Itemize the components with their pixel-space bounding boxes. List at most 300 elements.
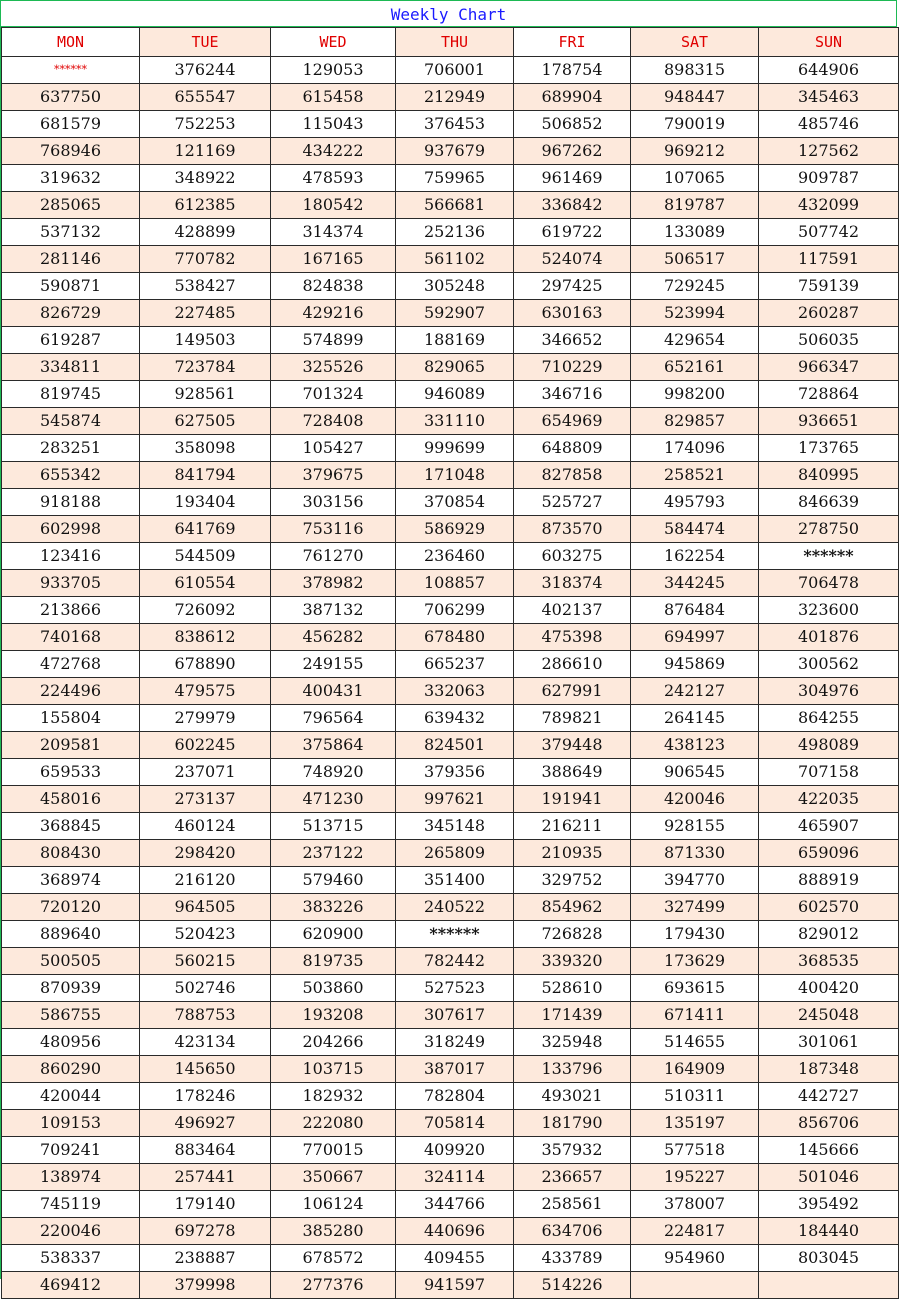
table-cell: 871330 xyxy=(631,840,759,867)
table-row xyxy=(2,597,899,624)
table-cell: 709241 xyxy=(2,1137,140,1164)
table-cell: 332063 xyxy=(396,678,514,705)
table-cell: 561102 xyxy=(396,246,514,273)
table-cell: 524074 xyxy=(514,246,631,273)
table-cell: 346652 xyxy=(514,327,631,354)
table-cell: 644906 xyxy=(759,57,899,84)
table-cell: 368535 xyxy=(759,948,899,975)
table-cell: 854962 xyxy=(514,894,631,921)
table-cell: 164909 xyxy=(631,1056,759,1083)
table-row xyxy=(2,381,899,408)
header-thu: THU xyxy=(396,28,514,57)
table-cell: 782804 xyxy=(396,1083,514,1110)
table-cell: 209581 xyxy=(2,732,140,759)
table-cell: 602570 xyxy=(759,894,899,921)
table-cell: 237122 xyxy=(271,840,396,867)
table-cell: 138974 xyxy=(2,1164,140,1191)
table-cell: 523994 xyxy=(631,300,759,327)
table-cell: 789821 xyxy=(514,705,631,732)
table-row xyxy=(2,1029,899,1056)
table-cell: 838612 xyxy=(140,624,271,651)
table-cell: 728408 xyxy=(271,408,396,435)
table-row xyxy=(2,327,899,354)
table-cell: 307617 xyxy=(396,1002,514,1029)
table-cell: 456282 xyxy=(271,624,396,651)
table-row xyxy=(2,1272,899,1299)
table-cell: 728864 xyxy=(759,381,899,408)
table-cell: 383226 xyxy=(271,894,396,921)
table-cell: 637750 xyxy=(2,84,140,111)
table-cell: 510311 xyxy=(631,1083,759,1110)
table-cell: 379356 xyxy=(396,759,514,786)
table-row xyxy=(2,192,899,219)
table-cell: 458016 xyxy=(2,786,140,813)
table-cell: 249155 xyxy=(271,651,396,678)
table-cell: 191941 xyxy=(514,786,631,813)
table-cell: 560215 xyxy=(140,948,271,975)
table-cell: 220046 xyxy=(2,1218,140,1245)
table-cell: 864255 xyxy=(759,705,899,732)
table-cell: 438123 xyxy=(631,732,759,759)
table-cell: 319632 xyxy=(2,165,140,192)
table-cell: 520423 xyxy=(140,921,271,948)
table-cell: 829012 xyxy=(759,921,899,948)
table-cell: 428899 xyxy=(140,219,271,246)
table-cell: 586755 xyxy=(2,1002,140,1029)
table-row xyxy=(2,1083,899,1110)
table-row xyxy=(2,786,899,813)
table-row xyxy=(2,1110,899,1137)
table-cell: 619287 xyxy=(2,327,140,354)
table-cell: 966347 xyxy=(759,354,899,381)
table-cell: 889640 xyxy=(2,921,140,948)
table-cell: 514226 xyxy=(514,1272,631,1299)
table-cell: 240522 xyxy=(396,894,514,921)
table-cell: 803045 xyxy=(759,1245,899,1272)
table-cell: 961469 xyxy=(514,165,631,192)
table-cell: 212949 xyxy=(396,84,514,111)
table-cell: 385280 xyxy=(271,1218,396,1245)
table-cell: 514655 xyxy=(631,1029,759,1056)
table-cell: 506852 xyxy=(514,111,631,138)
table-cell: 472768 xyxy=(2,651,140,678)
table-cell: 479575 xyxy=(140,678,271,705)
table-cell: 946089 xyxy=(396,381,514,408)
table-cell: 171439 xyxy=(514,1002,631,1029)
table-cell: 286610 xyxy=(514,651,631,678)
table-cell: 506517 xyxy=(631,246,759,273)
table-cell: 379448 xyxy=(514,732,631,759)
table-cell: 182932 xyxy=(271,1083,396,1110)
table-cell: 193208 xyxy=(271,1002,396,1029)
table-cell: 898315 xyxy=(631,57,759,84)
table-cell: 179140 xyxy=(140,1191,271,1218)
table-cell: 860290 xyxy=(2,1056,140,1083)
table-row xyxy=(2,300,899,327)
table-cell: 298420 xyxy=(140,840,271,867)
table-row xyxy=(2,516,899,543)
table-cell: 304976 xyxy=(759,678,899,705)
table-cell: 480956 xyxy=(2,1029,140,1056)
table-cell: 105427 xyxy=(271,435,396,462)
table-cell: 678480 xyxy=(396,624,514,651)
table-cell: 906545 xyxy=(631,759,759,786)
table-cell: 506035 xyxy=(759,327,899,354)
table-cell: 278750 xyxy=(759,516,899,543)
table-cell: 584474 xyxy=(631,516,759,543)
table-cell: 527523 xyxy=(396,975,514,1002)
table-cell: 237071 xyxy=(140,759,271,786)
table-cell: 325526 xyxy=(271,354,396,381)
table-cell: 350667 xyxy=(271,1164,396,1191)
table-cell: 634706 xyxy=(514,1218,631,1245)
table-cell: 216211 xyxy=(514,813,631,840)
table-cell: 433789 xyxy=(514,1245,631,1272)
table-row xyxy=(2,921,899,948)
table-cell: 135197 xyxy=(631,1110,759,1137)
chart-title: Weekly Chart xyxy=(1,1,896,27)
table-cell: 948447 xyxy=(631,84,759,111)
table-cell: 260287 xyxy=(759,300,899,327)
table-cell: 324114 xyxy=(396,1164,514,1191)
table-cell: 545874 xyxy=(2,408,140,435)
table-cell: 402137 xyxy=(514,597,631,624)
table-cell: 586929 xyxy=(396,516,514,543)
table-cell: 238887 xyxy=(140,1245,271,1272)
table-cell: 723784 xyxy=(140,354,271,381)
table-cell: 909787 xyxy=(759,165,899,192)
table-row xyxy=(2,678,899,705)
table-cell: 224496 xyxy=(2,678,140,705)
table-cell: 344766 xyxy=(396,1191,514,1218)
table-cell: 999699 xyxy=(396,435,514,462)
table-cell: 174096 xyxy=(631,435,759,462)
table-cell: 788753 xyxy=(140,1002,271,1029)
table-cell: 590871 xyxy=(2,273,140,300)
table-cell: 179430 xyxy=(631,921,759,948)
table-cell: 375864 xyxy=(271,732,396,759)
table-cell: 665237 xyxy=(396,651,514,678)
table-cell: 752253 xyxy=(140,111,271,138)
table-cell: 500505 xyxy=(2,948,140,975)
table-cell: 538427 xyxy=(140,273,271,300)
table-cell: 840995 xyxy=(759,462,899,489)
table-cell: 303156 xyxy=(271,489,396,516)
table-cell: 115043 xyxy=(271,111,396,138)
table-cell: 941597 xyxy=(396,1272,514,1299)
table-cell: 936651 xyxy=(759,408,899,435)
table-cell: 706299 xyxy=(396,597,514,624)
table-cell: 998200 xyxy=(631,381,759,408)
table-cell: 409455 xyxy=(396,1245,514,1272)
table-cell: 496927 xyxy=(140,1110,271,1137)
table-cell: 345148 xyxy=(396,813,514,840)
table-cell: 378982 xyxy=(271,570,396,597)
table-cell: 184440 xyxy=(759,1218,899,1245)
table-cell: 133796 xyxy=(514,1056,631,1083)
table-cell: 258561 xyxy=(514,1191,631,1218)
table-cell: 697278 xyxy=(140,1218,271,1245)
table-cell: 592907 xyxy=(396,300,514,327)
table-cell: 351400 xyxy=(396,867,514,894)
table-cell: 627505 xyxy=(140,408,271,435)
table-cell: 627991 xyxy=(514,678,631,705)
table-cell: 400420 xyxy=(759,975,899,1002)
table-cell: 678890 xyxy=(140,651,271,678)
table-cell: 245048 xyxy=(759,1002,899,1029)
table-cell: 726092 xyxy=(140,597,271,624)
table-row xyxy=(2,570,899,597)
table-cell: 502746 xyxy=(140,975,271,1002)
table-cell: 577518 xyxy=(631,1137,759,1164)
table-cell: 928155 xyxy=(631,813,759,840)
table-cell: 180542 xyxy=(271,192,396,219)
table-cell: 216120 xyxy=(140,867,271,894)
table-row xyxy=(2,1191,899,1218)
table-cell: 740168 xyxy=(2,624,140,651)
table-row xyxy=(2,462,899,489)
table-cell: 655342 xyxy=(2,462,140,489)
table-cell: 325948 xyxy=(514,1029,631,1056)
table-cell: 768946 xyxy=(2,138,140,165)
table-cell: 171048 xyxy=(396,462,514,489)
table-cell: 826729 xyxy=(2,300,140,327)
table-cell: 620900 xyxy=(271,921,396,948)
table-cell: 187348 xyxy=(759,1056,899,1083)
table-cell: 612385 xyxy=(140,192,271,219)
table-cell: 149503 xyxy=(140,327,271,354)
table-cell: 236460 xyxy=(396,543,514,570)
table-cell: 705814 xyxy=(396,1110,514,1137)
table-cell: 745119 xyxy=(2,1191,140,1218)
table-cell: 538337 xyxy=(2,1245,140,1272)
table-cell: 537132 xyxy=(2,219,140,246)
table-cell: 314374 xyxy=(271,219,396,246)
table-cell: 178754 xyxy=(514,57,631,84)
table-cell: 694997 xyxy=(631,624,759,651)
table-cell: 933705 xyxy=(2,570,140,597)
table-cell: 121169 xyxy=(140,138,271,165)
table-cell: 641769 xyxy=(140,516,271,543)
table-cell: 603275 xyxy=(514,543,631,570)
table-cell: 954960 xyxy=(631,1245,759,1272)
table-row xyxy=(2,651,899,678)
table-cell: 525727 xyxy=(514,489,631,516)
table-row xyxy=(2,732,899,759)
table-cell: 193404 xyxy=(140,489,271,516)
table-row xyxy=(2,57,899,84)
table-cell: 145650 xyxy=(140,1056,271,1083)
table-cell: 495793 xyxy=(631,489,759,516)
table-cell: 841794 xyxy=(140,462,271,489)
table-cell: 279979 xyxy=(140,705,271,732)
table-cell: 167165 xyxy=(271,246,396,273)
table-cell: 659533 xyxy=(2,759,140,786)
table-cell: 273137 xyxy=(140,786,271,813)
table-row xyxy=(2,894,899,921)
table-cell: 460124 xyxy=(140,813,271,840)
table-cell: 678572 xyxy=(271,1245,396,1272)
header-mon: MON xyxy=(2,28,140,57)
table-row xyxy=(2,354,899,381)
table-cell: 224817 xyxy=(631,1218,759,1245)
table-cell: 870939 xyxy=(2,975,140,1002)
table-cell: 395492 xyxy=(759,1191,899,1218)
table-cell: 808430 xyxy=(2,840,140,867)
table-cell: 388649 xyxy=(514,759,631,786)
table-cell: 336842 xyxy=(514,192,631,219)
table-cell: 252136 xyxy=(396,219,514,246)
table-cell: 528610 xyxy=(514,975,631,1002)
table-cell: 471230 xyxy=(271,786,396,813)
table-row xyxy=(2,975,899,1002)
table-row xyxy=(2,543,899,570)
table-cell: 846639 xyxy=(759,489,899,516)
table-cell: 729245 xyxy=(631,273,759,300)
table-cell: 242127 xyxy=(631,678,759,705)
table-cell: 258521 xyxy=(631,462,759,489)
table-cell: 103715 xyxy=(271,1056,396,1083)
table-cell: 681579 xyxy=(2,111,140,138)
table-row xyxy=(2,1218,899,1245)
table-cell: 318374 xyxy=(514,570,631,597)
table-cell: 928561 xyxy=(140,381,271,408)
table-cell: 432099 xyxy=(759,192,899,219)
table-cell: 368845 xyxy=(2,813,140,840)
table-cell: 819745 xyxy=(2,381,140,408)
table-row xyxy=(2,705,899,732)
table-cell: 796564 xyxy=(271,705,396,732)
table-cell: 639432 xyxy=(396,705,514,732)
table-cell: ****** xyxy=(396,921,514,948)
table-cell: 726828 xyxy=(514,921,631,948)
table-cell: 888919 xyxy=(759,867,899,894)
table-cell: 348922 xyxy=(140,165,271,192)
table-row xyxy=(2,138,899,165)
table-cell: 387017 xyxy=(396,1056,514,1083)
table-cell: 507742 xyxy=(759,219,899,246)
table-cell: 345463 xyxy=(759,84,899,111)
table-cell: 394770 xyxy=(631,867,759,894)
table-row xyxy=(2,246,899,273)
table-cell: 655547 xyxy=(140,84,271,111)
table-cell: 566681 xyxy=(396,192,514,219)
table-cell: 107065 xyxy=(631,165,759,192)
table-cell: 106124 xyxy=(271,1191,396,1218)
table-row xyxy=(2,759,899,786)
table-cell: 227485 xyxy=(140,300,271,327)
table-cell: 210935 xyxy=(514,840,631,867)
table-cell: 824838 xyxy=(271,273,396,300)
table-cell: 485746 xyxy=(759,111,899,138)
table-cell: 265809 xyxy=(396,840,514,867)
header-fri: FRI xyxy=(514,28,631,57)
table-cell: 819735 xyxy=(271,948,396,975)
table-cell: 409920 xyxy=(396,1137,514,1164)
table-cell: 181790 xyxy=(514,1110,631,1137)
table-cell: 501046 xyxy=(759,1164,899,1191)
table-row xyxy=(2,219,899,246)
table-cell: 422035 xyxy=(759,786,899,813)
table-cell: 475398 xyxy=(514,624,631,651)
table-cell: 478593 xyxy=(271,165,396,192)
table-cell: 659096 xyxy=(759,840,899,867)
table-cell: 574899 xyxy=(271,327,396,354)
table-cell: 257441 xyxy=(140,1164,271,1191)
table-cell: 498089 xyxy=(759,732,899,759)
table-cell: 339320 xyxy=(514,948,631,975)
table-cell: 300562 xyxy=(759,651,899,678)
header-row xyxy=(2,28,899,57)
table-cell: 344245 xyxy=(631,570,759,597)
header-tue: TUE xyxy=(140,28,271,57)
table-cell: 579460 xyxy=(271,867,396,894)
table-cell: 301061 xyxy=(759,1029,899,1056)
table-cell: 109153 xyxy=(2,1110,140,1137)
table-cell: 503860 xyxy=(271,975,396,1002)
table-cell: 654969 xyxy=(514,408,631,435)
table-cell: 824501 xyxy=(396,732,514,759)
table-cell: 195227 xyxy=(631,1164,759,1191)
table-cell: 969212 xyxy=(631,138,759,165)
table-cell: 440696 xyxy=(396,1218,514,1245)
table-cell: 429216 xyxy=(271,300,396,327)
table-cell: 693615 xyxy=(631,975,759,1002)
table-cell: 329752 xyxy=(514,867,631,894)
table-cell: 423134 xyxy=(140,1029,271,1056)
table-cell: 285065 xyxy=(2,192,140,219)
table-cell: 368974 xyxy=(2,867,140,894)
table-cell: 819787 xyxy=(631,192,759,219)
table-cell: 358098 xyxy=(140,435,271,462)
table-cell: 610554 xyxy=(140,570,271,597)
table-cell: 469412 xyxy=(2,1272,140,1299)
table-cell: 400431 xyxy=(271,678,396,705)
table-cell: 701324 xyxy=(271,381,396,408)
table-cell: 720120 xyxy=(2,894,140,921)
table-cell: 753116 xyxy=(271,516,396,543)
table-cell: 856706 xyxy=(759,1110,899,1137)
table-cell: 376244 xyxy=(140,57,271,84)
table-cell: 442727 xyxy=(759,1083,899,1110)
table-cell: 108857 xyxy=(396,570,514,597)
table-cell: 619722 xyxy=(514,219,631,246)
table-cell: 648809 xyxy=(514,435,631,462)
table-cell: 602245 xyxy=(140,732,271,759)
table-cell: 370854 xyxy=(396,489,514,516)
table-cell: ****** xyxy=(2,57,140,84)
table-row xyxy=(2,948,899,975)
table-row xyxy=(2,435,899,462)
table-cell: 213866 xyxy=(2,597,140,624)
table-row xyxy=(2,1164,899,1191)
table-row xyxy=(2,489,899,516)
table-cell: 652161 xyxy=(631,354,759,381)
table-cell: 357932 xyxy=(514,1137,631,1164)
table-row xyxy=(2,813,899,840)
table-cell: 615458 xyxy=(271,84,396,111)
table-cell: 782442 xyxy=(396,948,514,975)
table-cell: 264145 xyxy=(631,705,759,732)
table-cell: 770782 xyxy=(140,246,271,273)
table-cell: 434222 xyxy=(271,138,396,165)
table-cell: 281146 xyxy=(2,246,140,273)
table-row xyxy=(2,624,899,651)
table-cell: 544509 xyxy=(140,543,271,570)
table-cell: 420044 xyxy=(2,1083,140,1110)
table-row xyxy=(2,1056,899,1083)
table-cell: 759965 xyxy=(396,165,514,192)
